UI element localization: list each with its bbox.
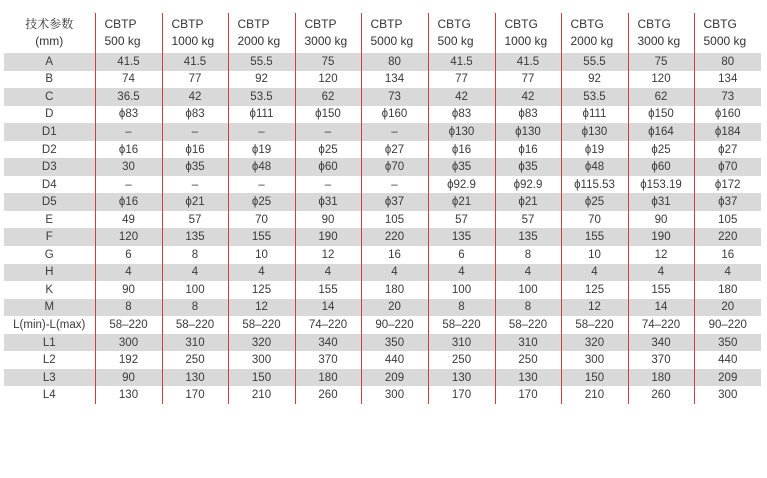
- table-cell: 58–220: [561, 316, 628, 334]
- table-cell: ϕ150: [295, 106, 361, 124]
- table-cell: 155: [295, 281, 361, 299]
- table-cell: ϕ25: [228, 193, 295, 211]
- column-header: [95, 13, 162, 53]
- table-cell: 41.5: [428, 53, 495, 71]
- table-row: [4, 123, 761, 141]
- column-model: CBTP: [370, 17, 403, 31]
- table-cell: ϕ92.9: [495, 176, 561, 194]
- table-cell: 90: [628, 211, 694, 229]
- table-cell: 53.5: [561, 88, 628, 106]
- column-load: 3000 kg: [304, 34, 348, 48]
- spec-table: [4, 13, 761, 404]
- table-cell: 73: [361, 88, 428, 106]
- table-row: [4, 53, 761, 71]
- column-load: 3000 kg: [637, 34, 681, 48]
- table-cell: 310: [495, 334, 561, 352]
- table-cell: 4: [694, 264, 761, 282]
- table-cell: 30: [95, 158, 162, 176]
- table-cell: 90: [95, 369, 162, 387]
- column-header: [162, 13, 228, 53]
- table-cell: ϕ16: [95, 141, 162, 159]
- table-cell: 4: [495, 264, 561, 282]
- table-row: [4, 264, 761, 282]
- column-load: 1000 kg: [504, 34, 548, 48]
- row-label: B: [45, 73, 54, 86]
- table-cell: 62: [628, 88, 694, 106]
- table-cell: 55.5: [228, 53, 295, 71]
- table-cell: 220: [361, 228, 428, 246]
- table-cell: 4: [295, 264, 361, 282]
- table-cell: 49: [95, 211, 162, 229]
- table-cell: 36.5: [95, 88, 162, 106]
- table-cell: ϕ16: [162, 141, 228, 159]
- table-row: [4, 106, 761, 124]
- table-cell: 8: [162, 246, 228, 264]
- table-cell: 250: [428, 351, 495, 369]
- table-body: [4, 53, 761, 404]
- table-cell: 120: [628, 71, 694, 89]
- table-cell: 58–220: [428, 316, 495, 334]
- row-label: K: [45, 283, 54, 296]
- table-cell: ϕ48: [561, 158, 628, 176]
- table-row: [4, 71, 761, 89]
- row-label: M: [4, 299, 95, 317]
- column-load: 5000 kg: [370, 34, 414, 48]
- row-label: L1: [4, 334, 95, 352]
- table-cell: 57: [428, 211, 495, 229]
- table-cell: 75: [628, 53, 694, 71]
- table-cell: 75: [295, 53, 361, 71]
- table-cell: 180: [628, 369, 694, 387]
- table-cell: ϕ25: [628, 141, 694, 159]
- table-cell: ϕ27: [361, 141, 428, 159]
- table-row: [4, 88, 761, 106]
- table-cell: ϕ37: [361, 193, 428, 211]
- table-cell: 120: [295, 71, 361, 89]
- table-cell: –: [95, 123, 162, 141]
- table-cell: 20: [361, 299, 428, 317]
- table-cell: 350: [694, 334, 761, 352]
- table-cell: 250: [495, 351, 561, 369]
- column-header: [561, 13, 628, 53]
- row-label: D1: [4, 123, 95, 141]
- column-load: 5000 kg: [703, 34, 747, 48]
- table-cell: 55.5: [561, 53, 628, 71]
- table-cell: ϕ35: [162, 158, 228, 176]
- table-cell: 92: [228, 71, 295, 89]
- table-cell: 100: [162, 281, 228, 299]
- table-cell: ϕ27: [694, 141, 761, 159]
- table-row: [4, 351, 761, 369]
- table-cell: ϕ111: [561, 106, 628, 124]
- row-label: D2: [41, 143, 57, 156]
- table-cell: –: [228, 176, 295, 194]
- column-header: [495, 13, 561, 53]
- table-cell: 209: [694, 369, 761, 387]
- row-label: D4: [41, 178, 57, 191]
- table-cell: ϕ83: [95, 106, 162, 124]
- param-header-line2: (mm): [35, 34, 64, 48]
- table-cell: 135: [162, 228, 228, 246]
- table-cell: –: [162, 123, 228, 141]
- table-cell: 77: [495, 71, 561, 89]
- table-cell: ϕ19: [561, 141, 628, 159]
- table-cell: ϕ21: [495, 193, 561, 211]
- table-cell: 300: [228, 351, 295, 369]
- table-row: [4, 211, 761, 229]
- table-cell: 4: [428, 264, 495, 282]
- table-cell: 58–220: [95, 316, 162, 334]
- table-cell: 370: [295, 351, 361, 369]
- table-header-row: [4, 13, 761, 53]
- table-cell: ϕ21: [428, 193, 495, 211]
- table-cell: 14: [628, 299, 694, 317]
- table-row: [4, 299, 761, 317]
- table-cell: 90–220: [694, 316, 761, 334]
- column-model: CBTG: [437, 17, 471, 31]
- table-cell: 440: [694, 351, 761, 369]
- table-cell: 300: [561, 351, 628, 369]
- table-cell: 180: [295, 369, 361, 387]
- row-label: L(min)-L(max): [13, 318, 86, 331]
- table-cell: ϕ184: [694, 123, 761, 141]
- table-cell: 170: [428, 386, 495, 404]
- table-cell: 41.5: [95, 53, 162, 71]
- column-header: [295, 13, 361, 53]
- table-cell: 150: [228, 369, 295, 387]
- table-cell: ϕ70: [361, 158, 428, 176]
- table-cell: 210: [561, 386, 628, 404]
- table-row: [4, 158, 761, 176]
- table-cell: ϕ48: [228, 158, 295, 176]
- table-row: [4, 193, 761, 211]
- table-row: [4, 141, 761, 159]
- table-cell: ϕ35: [495, 158, 561, 176]
- row-label: E: [45, 213, 54, 226]
- table-cell: 300: [694, 386, 761, 404]
- table-cell: ϕ160: [694, 106, 761, 124]
- table-cell: 130: [428, 369, 495, 387]
- column-load: 500 kg: [437, 34, 474, 48]
- table-cell: 42: [495, 88, 561, 106]
- table-cell: ϕ83: [162, 106, 228, 124]
- table-cell: 260: [295, 386, 361, 404]
- table-cell: 58–220: [495, 316, 561, 334]
- table-cell: ϕ92.9: [428, 176, 495, 194]
- table-cell: 340: [295, 334, 361, 352]
- table-cell: 4: [162, 264, 228, 282]
- row-label: L2: [42, 354, 56, 367]
- table-row: [4, 369, 761, 387]
- table-cell: 12: [561, 299, 628, 317]
- table-cell: 58–220: [162, 316, 228, 334]
- table-cell: ϕ31: [628, 193, 694, 211]
- table-cell: 16: [694, 246, 761, 264]
- column-model: CBTG: [570, 17, 604, 31]
- table-cell: 41.5: [162, 53, 228, 71]
- table-cell: 170: [495, 386, 561, 404]
- table-cell: ϕ60: [295, 158, 361, 176]
- table-cell: 260: [628, 386, 694, 404]
- table-cell: 4: [95, 264, 162, 282]
- table-cell: 310: [162, 334, 228, 352]
- table-cell: 16: [361, 246, 428, 264]
- table-row: [4, 386, 761, 404]
- table-cell: 190: [628, 228, 694, 246]
- table-cell: ϕ150: [628, 106, 694, 124]
- table-cell: 4: [361, 264, 428, 282]
- column-load: 2000 kg: [570, 34, 614, 48]
- table-cell: ϕ16: [428, 141, 495, 159]
- table-cell: 4: [228, 264, 295, 282]
- row-label: A: [4, 53, 95, 71]
- table-cell: 350: [361, 334, 428, 352]
- table-row: [4, 316, 761, 334]
- table-cell: –: [162, 176, 228, 194]
- table-cell: 100: [495, 281, 561, 299]
- table-cell: ϕ130: [561, 123, 628, 141]
- row-label: F: [4, 228, 95, 246]
- table-cell: ϕ130: [428, 123, 495, 141]
- column-load: 500 kg: [104, 34, 141, 48]
- table-cell: 57: [495, 211, 561, 229]
- row-label: D5: [4, 193, 95, 211]
- table-cell: 150: [561, 369, 628, 387]
- table-cell: 58–220: [228, 316, 295, 334]
- table-cell: 12: [228, 299, 295, 317]
- table-cell: 53.5: [228, 88, 295, 106]
- table-row: [4, 176, 761, 194]
- column-model: CBTP: [104, 17, 137, 31]
- table-cell: ϕ70: [694, 158, 761, 176]
- table-cell: 130: [95, 386, 162, 404]
- row-label: H: [4, 264, 95, 282]
- column-header: [628, 13, 694, 53]
- column-header: [361, 13, 428, 53]
- table-cell: 340: [628, 334, 694, 352]
- table-cell: 70: [228, 211, 295, 229]
- table-cell: –: [295, 123, 361, 141]
- table-cell: ϕ35: [428, 158, 495, 176]
- table-cell: 130: [495, 369, 561, 387]
- table-cell: ϕ164: [628, 123, 694, 141]
- table-cell: 77: [428, 71, 495, 89]
- table-cell: 12: [295, 246, 361, 264]
- table-cell: ϕ130: [495, 123, 561, 141]
- table-cell: 135: [495, 228, 561, 246]
- table-cell: 170: [162, 386, 228, 404]
- table-cell: 370: [628, 351, 694, 369]
- table-cell: 105: [361, 211, 428, 229]
- table-cell: 155: [628, 281, 694, 299]
- table-cell: ϕ25: [561, 193, 628, 211]
- table-cell: 134: [361, 71, 428, 89]
- table-cell: ϕ83: [495, 106, 561, 124]
- table-cell: –: [361, 176, 428, 194]
- table-cell: 10: [561, 246, 628, 264]
- table-cell: ϕ111: [228, 106, 295, 124]
- table-cell: 180: [694, 281, 761, 299]
- table-cell: 220: [694, 228, 761, 246]
- table-cell: 74: [95, 71, 162, 89]
- table-cell: ϕ60: [628, 158, 694, 176]
- table-cell: 6: [95, 246, 162, 264]
- table-cell: ϕ16: [95, 193, 162, 211]
- table-cell: ϕ25: [295, 141, 361, 159]
- table-row: [4, 228, 761, 246]
- table-row: [4, 334, 761, 352]
- table-cell: 77: [162, 71, 228, 89]
- table-cell: 8: [495, 246, 561, 264]
- row-label: G: [44, 248, 54, 261]
- table-cell: 73: [694, 88, 761, 106]
- table-cell: 320: [561, 334, 628, 352]
- table-cell: 440: [361, 351, 428, 369]
- table-cell: 70: [561, 211, 628, 229]
- table-cell: 80: [361, 53, 428, 71]
- table-cell: 192: [95, 351, 162, 369]
- table-cell: ϕ153.19: [628, 176, 694, 194]
- column-load: 2000 kg: [237, 34, 281, 48]
- table-cell: ϕ172: [694, 176, 761, 194]
- table-cell: –: [295, 176, 361, 194]
- table-cell: ϕ31: [295, 193, 361, 211]
- table-cell: 210: [228, 386, 295, 404]
- table-cell: 155: [228, 228, 295, 246]
- table-cell: ϕ21: [162, 193, 228, 211]
- table-cell: 57: [162, 211, 228, 229]
- table-cell: ϕ83: [428, 106, 495, 124]
- param-header-line1: 技术参数: [25, 17, 74, 31]
- param-header: [4, 13, 95, 53]
- table-cell: 14: [295, 299, 361, 317]
- table-cell: –: [228, 123, 295, 141]
- table-row: [4, 281, 761, 299]
- column-model: CBTG: [703, 17, 737, 31]
- table-cell: 120: [95, 228, 162, 246]
- table-row: [4, 246, 761, 264]
- table-cell: 8: [162, 299, 228, 317]
- table-cell: 209: [361, 369, 428, 387]
- table-cell: 80: [694, 53, 761, 71]
- row-label: C: [4, 88, 95, 106]
- table-cell: 92: [561, 71, 628, 89]
- table-cell: 90: [295, 211, 361, 229]
- table-cell: 8: [95, 299, 162, 317]
- table-cell: 4: [561, 264, 628, 282]
- table-cell: 310: [428, 334, 495, 352]
- table-cell: 250: [162, 351, 228, 369]
- table-cell: 180: [361, 281, 428, 299]
- table-cell: 42: [162, 88, 228, 106]
- table-cell: 300: [361, 386, 428, 404]
- table-cell: 42: [428, 88, 495, 106]
- table-cell: 100: [428, 281, 495, 299]
- row-label: D3: [4, 158, 95, 176]
- column-header: [694, 13, 761, 53]
- table-cell: 41.5: [495, 53, 561, 71]
- table-cell: 90–220: [361, 316, 428, 334]
- table-cell: 130: [162, 369, 228, 387]
- table-cell: 74–220: [628, 316, 694, 334]
- column-header: [228, 13, 295, 53]
- table-cell: 320: [228, 334, 295, 352]
- table-cell: –: [95, 176, 162, 194]
- table-cell: 135: [428, 228, 495, 246]
- table-cell: 105: [694, 211, 761, 229]
- column-model: CBTP: [304, 17, 337, 31]
- row-label: D: [45, 108, 54, 121]
- table-cell: 125: [228, 281, 295, 299]
- table-cell: –: [361, 123, 428, 141]
- table-cell: ϕ16: [495, 141, 561, 159]
- table-cell: 74–220: [295, 316, 361, 334]
- table-cell: 155: [561, 228, 628, 246]
- column-header: [428, 13, 495, 53]
- column-load: 1000 kg: [171, 34, 215, 48]
- table-cell: 20: [694, 299, 761, 317]
- row-label: L3: [4, 369, 95, 387]
- table-cell: 300: [95, 334, 162, 352]
- column-model: CBTG: [637, 17, 671, 31]
- table-cell: 190: [295, 228, 361, 246]
- table-cell: 134: [694, 71, 761, 89]
- table-cell: ϕ160: [361, 106, 428, 124]
- column-model: CBTG: [504, 17, 538, 31]
- table-cell: 6: [428, 246, 495, 264]
- table-cell: 8: [495, 299, 561, 317]
- table-cell: 10: [228, 246, 295, 264]
- table-cell: ϕ19: [228, 141, 295, 159]
- table-cell: ϕ115.53: [561, 176, 628, 194]
- column-model: CBTP: [237, 17, 270, 31]
- table-cell: 90: [95, 281, 162, 299]
- table-cell: ϕ37: [694, 193, 761, 211]
- table-cell: 12: [628, 246, 694, 264]
- table-cell: 62: [295, 88, 361, 106]
- column-model: CBTP: [171, 17, 204, 31]
- table-cell: 125: [561, 281, 628, 299]
- table-cell: 8: [428, 299, 495, 317]
- row-label: L4: [42, 389, 56, 402]
- table-cell: 4: [628, 264, 694, 282]
